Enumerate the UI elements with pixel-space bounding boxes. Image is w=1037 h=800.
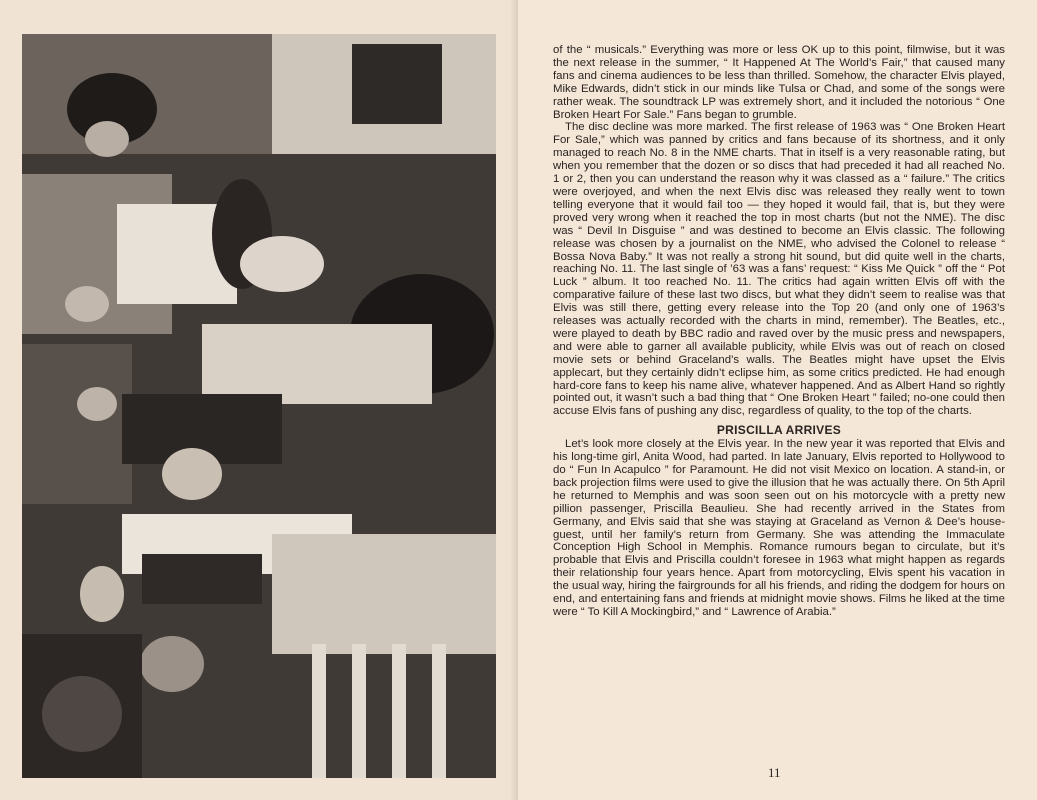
photograph xyxy=(22,34,496,778)
photograph-image xyxy=(22,34,496,778)
left-page xyxy=(0,0,518,800)
disc-paragraph: The disc decline was more marked. The first release of 1963 was “ One Broken Heart For Sale,” which was panned by critics and fans because of its shortness, and it only managed to reach No. 8 in the NME charts. That in itself is a very reasonable rating, but when you remember that the dozen or so discs that had preceded it had all reached No. 1 or 2, then you can understand the reason why it was classed as a “ failure.” The critics were overjoyed, and when the next Elvis disc was released they really went to town telling everyone that it would fail too — they hoped it would fail, that is, but they were proved very wrong when it reached the top in most charts (but not the NME). The disc was “ Devil In Disguise ” and was destined to become an Elvis classic. The following release was chosen by a journalist on the NME, who advised the Colonel to release “ Bossa Nova Baby.” It was not really a strong hit sound, but did quite well in the charts, reaching No. 11. The last single of ’63 was a fans’ request: “ Kiss Me Quick ” off the “ Pot Luck ” album. It too reached No. 11. The critics had again written Elvis off with the comparative failure of these last two discs, but what they didn’t seem to realise was that Elvis was still there, getting every release into the Top 20 (and only one of 1963’s releases was actually recorded with the charts in mind, remember). The Beatles, etc., were played to death by BBC radio and raved over by the music press and newspapers, and were able to garner all available publicity, while Elvis was out of reach on closed movie sets or behind Graceland’s walls. The Beatles might have upset the Elvis applecart, but they certainly didn’t eclipse him, as some critics predicted. He had enough hard-core fans to keep his name alive, whatever happened. And as Albert Hand so rightly pointed out, it wasn’t such a bad thing that “ One Broken Heart ” failed; no-one could then accuse Elvis fans of pushing any disc, regardless of quality, to the top of the charts. xyxy=(553,121,1005,418)
intro-paragraph: of the “ musicals.” Everything was more or less OK up to this point, filmwise, but it was the next release in the summer, “ It Happened At The World’s Fair,” that caused many fans and cinema audiences to be less than thrilled. Somehow, the character Elvis played, Mike Edwards, didn’t stick in our minds like Tulsa or Chad, and some of the songs were rather weak. The soundtrack LP was extremely short, and it included the notorious “ One Broken Heart For Sale.” Fans began to grumble. xyxy=(553,44,1005,121)
article-column xyxy=(553,44,1005,619)
priscilla-paragraph: Let’s look more closely at the Elvis year. In the new year it was reported that Elvis and his long-time girl, Anita Wood, had parted. In late January, Elvis reported to Hollywood to do “ Fun In Acapulco ” for Paramount. He did not visit Mexico on location. A stand-in, or back projection films were used to give the illusion that he was actually there. On 5th April he returned to Memphis and was soon seen out on his motorcycle with a pretty new pillion passenger, Priscilla Beaulieu. She had recently arrived in the States from Germany, and Elvis said that she was staying at Graceland as Vernon & Dee’s house-guest, until her family’s return from Germany. She was attending the Immaculate Conception High School in Memphis. Romance rumours began to circulate, but it’s probable that Elvis and Priscilla couldn’t foresee in 1963 what might happen as regards their relationship four years hence. Apart from motorcycling, Elvis spent his vacation in the usual way, hiring the fairgrounds for all his friends, and riding the dodgem for hours on end, and entertaining fans and friends at midnight movie shows. Films he liked at the time were “ To Kill A Mockingbird,” and “ Lawrence of Arabia.” xyxy=(553,438,1005,618)
page-number: 11 xyxy=(768,765,781,780)
section-heading: PRISCILLA ARRIVES xyxy=(716,423,842,438)
